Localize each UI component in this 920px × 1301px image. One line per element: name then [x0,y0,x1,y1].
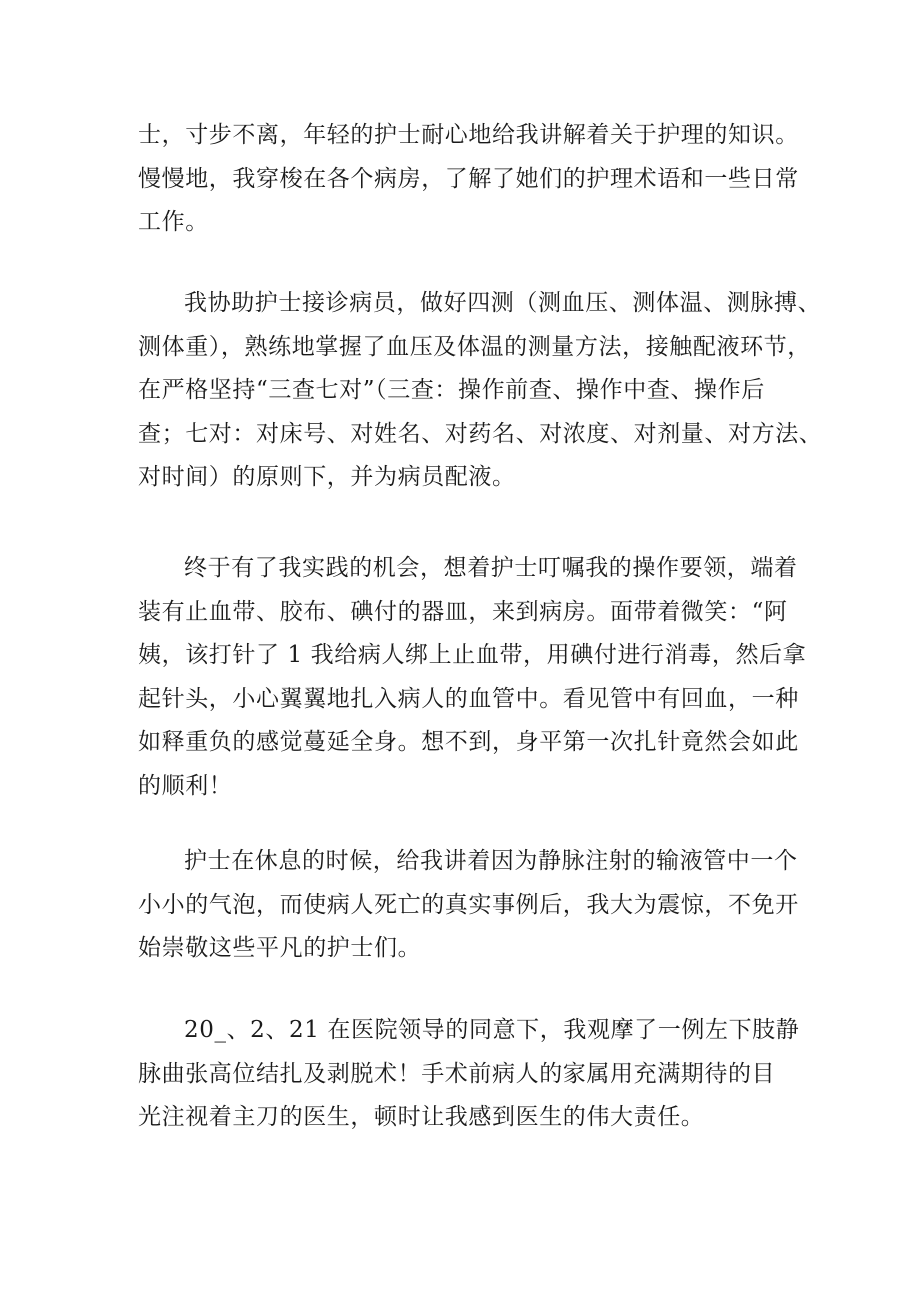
text-line: 姨，该打针了 1 我给病人绑上止血带，用碘付进行消毒，然后拿 [138,642,807,668]
paragraph-4 [138,840,799,971]
paragraph-5 [138,1009,800,1140]
text-line: 如释重负的感觉蔓延全身。想不到，身平第一次扎针竟然会如此 [138,729,799,755]
text-line: 护士在休息的时候，给我讲着因为静脉注射的输液管中一个 [184,848,798,874]
text-line: 光注视着主刀的医生，顿时让我感到医生的伟大责任。 [138,1104,705,1130]
paragraph-1 [138,114,799,245]
paragraph-2 [138,282,823,500]
text-line: 在严格坚持“三查七对”（三查：操作前查、操作中查、操作后 [138,377,765,403]
text-line: 装有止血带、胶布、碘付的器皿，来到病房。面带着微笑：“阿 [138,598,788,625]
text-line: 脉曲张高位结扎及剥脱术！手术前病人的家属用充满期待的目 [138,1060,776,1087]
text-line: 对时间）的原则下，并为病员配液。 [138,464,516,490]
text-line: 士，寸步不离，年轻的护士耐心地给我讲解着关于护理的知识。 [138,122,799,148]
paragraph-3 [138,547,807,808]
text-line: 小小的气泡，而使病人死亡的真实事例后，我大为震惊，不免开 [138,891,799,918]
text-line: 测体重），熟练地掌握了血压及体温的测量方法，接触配液环节， [138,333,811,360]
text-line: 我协助护士接诊病员，做好四测（测血压、测体温、测脉搏、 [184,290,822,316]
text-line: 终于有了我实践的机会，想着护士叮嘱我的操作要领，端着 [184,555,798,581]
text-line: 工作。 [138,209,209,235]
text-line: 慢慢地，我穿梭在各个病房，了解了她们的护理术语和一些日常 [138,165,799,192]
text-line: 20_、2、21 在医院领导的同意下，我观摩了一例左下肢静 [184,1017,800,1043]
text-line: 查；七对：对床号、对姓名、对药名、对浓度、对剂量、对方法、 [138,420,823,447]
text-line: 起针头，小心翼翼地扎入病人的血管中。看见管中有回血，一种 [138,685,799,712]
text-line: 始崇敬这些平凡的护士们。 [138,935,422,961]
text-line: 的顺利！ [138,772,233,799]
